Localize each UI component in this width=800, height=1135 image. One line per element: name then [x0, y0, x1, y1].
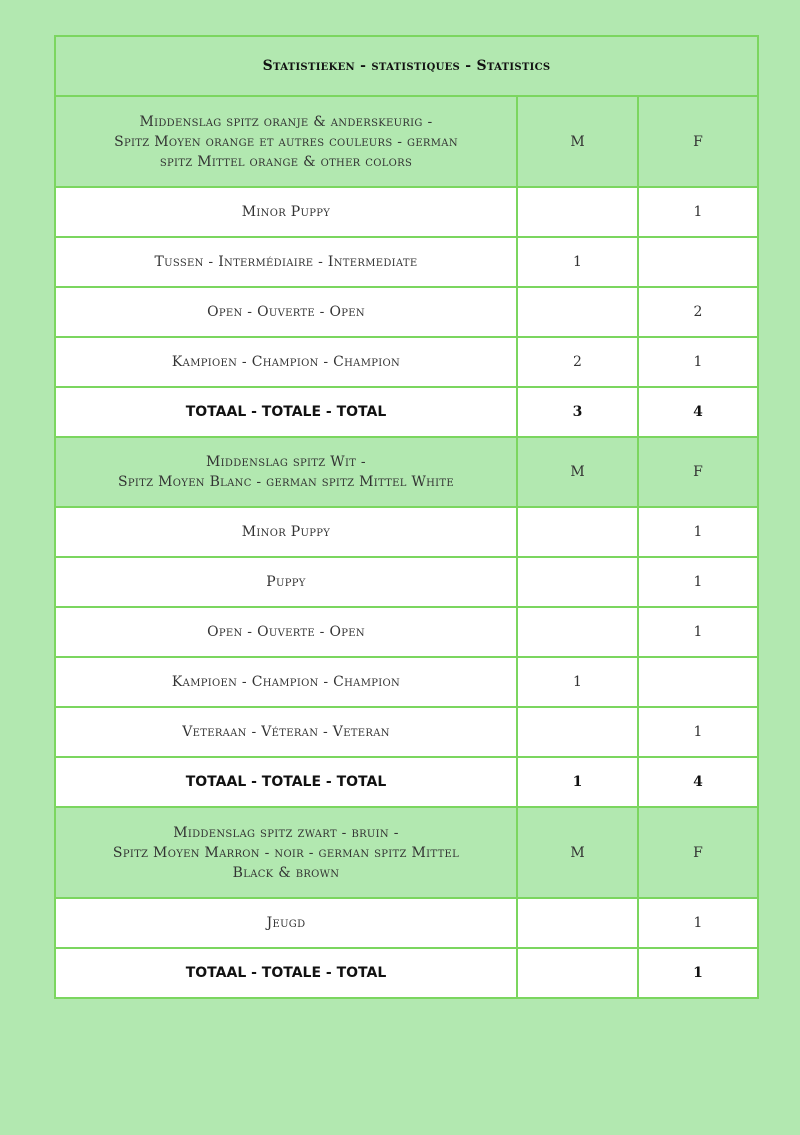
male-count: [517, 187, 638, 237]
female-column-header: F: [638, 96, 758, 187]
male-count: [517, 507, 638, 557]
total-label: TOTAAL - TOTALE - TOTAL: [55, 948, 517, 998]
title-row: [55, 36, 758, 96]
total-label: TOTAAL - TOTALE - TOTAL: [55, 757, 517, 807]
total-label: TOTAAL - TOTALE - TOTAL: [55, 387, 517, 437]
class-row: [55, 187, 758, 237]
female-count: 1: [638, 337, 758, 387]
male-count: [517, 707, 638, 757]
male-count: 2: [517, 337, 638, 387]
class-row: [55, 657, 758, 707]
section-title: [55, 437, 517, 507]
male-count: [517, 898, 638, 948]
class-label: Jeugd: [55, 898, 517, 948]
section-title-line: Middenslag spitz zwart - bruin -: [173, 824, 399, 841]
class-row: [55, 237, 758, 287]
class-label: Puppy: [55, 557, 517, 607]
total-row: [55, 948, 758, 998]
section-header-row: [55, 437, 758, 507]
class-label: Kampioen - Champion - Champion: [55, 337, 517, 387]
total-female-count: 1: [638, 948, 758, 998]
section-title: [55, 807, 517, 898]
class-row: [55, 607, 758, 657]
table-body: [55, 36, 758, 998]
class-label: Veteraan - Véteran - Veteran: [55, 707, 517, 757]
female-count: [638, 657, 758, 707]
class-label: Open - Ouverte - Open: [55, 607, 517, 657]
class-label: Open - Ouverte - Open: [55, 287, 517, 337]
class-label: Tussen - Intermédiaire - Intermediate: [55, 237, 517, 287]
class-label: Minor Puppy: [55, 187, 517, 237]
table-title: Statistieken - statistiques - Statistics: [55, 36, 758, 96]
section-title-line: Spitz Moyen orange et autres couleurs - german: [114, 133, 458, 150]
section-title-line: Spitz Moyen Marron - noir - german spitz Mittel: [112, 844, 460, 861]
female-column-header: F: [638, 807, 758, 898]
section-title-line: spitz Mittel orange & other colors: [159, 153, 413, 170]
section-title-line: Middenslag spitz Wit -: [206, 454, 366, 470]
class-label: Kampioen - Champion - Champion: [55, 657, 517, 707]
total-male-count: 3: [517, 387, 638, 437]
section-header-row: [55, 96, 758, 187]
female-count: 1: [638, 557, 758, 607]
female-count: [638, 237, 758, 287]
class-row: [55, 898, 758, 948]
section-title-line: Middenslag spitz oranje & anderskeurig -: [139, 113, 433, 130]
male-column-header: M: [517, 807, 638, 898]
male-count: 1: [517, 657, 638, 707]
total-female-count: 4: [638, 387, 758, 437]
section-title: [55, 96, 517, 187]
section-title-line: Black & brown: [232, 864, 340, 881]
class-row: [55, 287, 758, 337]
female-count: 1: [638, 607, 758, 657]
class-row: [55, 337, 758, 387]
section-header-row: [55, 807, 758, 898]
male-count: 1: [517, 237, 638, 287]
female-count: 1: [638, 507, 758, 557]
total-row: [55, 387, 758, 437]
statistics-table: [54, 35, 759, 999]
total-male-count: [517, 948, 638, 998]
total-row: [55, 757, 758, 807]
class-label: Minor Puppy: [55, 507, 517, 557]
female-count: 2: [638, 287, 758, 337]
class-row: [55, 557, 758, 607]
total-male-count: 1: [517, 757, 638, 807]
class-row: [55, 707, 758, 757]
male-column-header: M: [517, 437, 638, 507]
section-title-line: Spitz Moyen Blanc - german spitz Mittel White: [118, 474, 454, 490]
male-column-header: M: [517, 96, 638, 187]
male-count: [517, 557, 638, 607]
male-count: [517, 607, 638, 657]
female-count: 1: [638, 707, 758, 757]
female-count: 1: [638, 898, 758, 948]
class-row: [55, 507, 758, 557]
female-count: 1: [638, 187, 758, 237]
female-column-header: F: [638, 437, 758, 507]
total-female-count: 4: [638, 757, 758, 807]
male-count: [517, 287, 638, 337]
